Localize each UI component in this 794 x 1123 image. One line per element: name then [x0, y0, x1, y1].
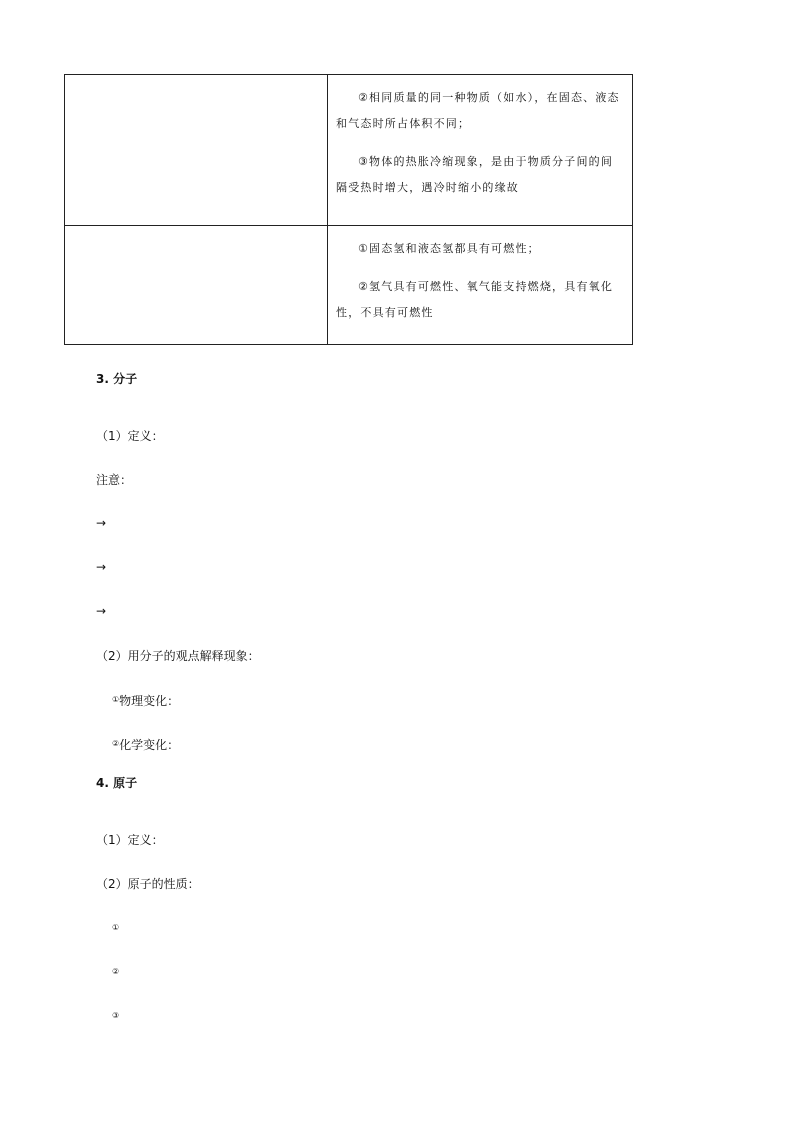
cell-paragraph: ②氢气具有可燃性、氧气能支持燃烧，具有氧化性，不具有可燃性 — [336, 280, 614, 319]
physical-change-item — [112, 692, 179, 709]
table-cell-left — [65, 226, 328, 345]
cell-paragraph: ①固态氢和液态氢都具有可燃性； — [358, 242, 540, 255]
table-cell-right — [328, 226, 633, 345]
number-marker: ② — [112, 967, 120, 976]
chemical-change-item — [112, 736, 179, 753]
atom-property-item — [112, 964, 119, 981]
table-row — [65, 75, 633, 226]
arrow-bullet: → — [96, 516, 107, 530]
note-label: 注意： — [96, 473, 133, 487]
table-row — [65, 226, 633, 345]
atom-definition-label: （1）定义： — [96, 833, 164, 847]
section-4-heading: 4. 原子 — [96, 776, 138, 790]
molecule-definition-label: （1）定义： — [96, 429, 164, 443]
cell-text — [65, 75, 327, 85]
arrow-bullet: → — [96, 604, 107, 618]
atom-properties-label: （2）原子的性质： — [96, 877, 200, 891]
cell-text — [65, 226, 327, 236]
cell-paragraph: ②相同质量的同一种物质（如水），在固态、液态和气态时所占体积不同； — [336, 91, 620, 130]
chemical-change-label: 化学变化： — [119, 738, 180, 752]
number-marker: ③ — [112, 1011, 120, 1020]
arrow-bullet: → — [96, 560, 107, 574]
table-cell-left — [65, 75, 328, 226]
molecule-explain-label: （2）用分子的观点解释现象： — [96, 649, 260, 663]
physical-change-label: 物理变化： — [119, 694, 180, 708]
number-marker: ① — [112, 695, 120, 704]
cell-paragraph: ③物体的热胀冷缩现象，是由于物质分子间的间隔受热时增大，遇冷时缩小的缘故 — [336, 155, 614, 194]
atom-property-item — [112, 1008, 119, 1025]
atom-property-item — [112, 920, 119, 937]
number-marker: ② — [112, 739, 120, 748]
notes-table — [64, 74, 633, 345]
number-marker: ① — [112, 923, 120, 932]
section-3-heading: 3. 分子 — [96, 372, 138, 386]
table-cell-right — [328, 75, 633, 226]
